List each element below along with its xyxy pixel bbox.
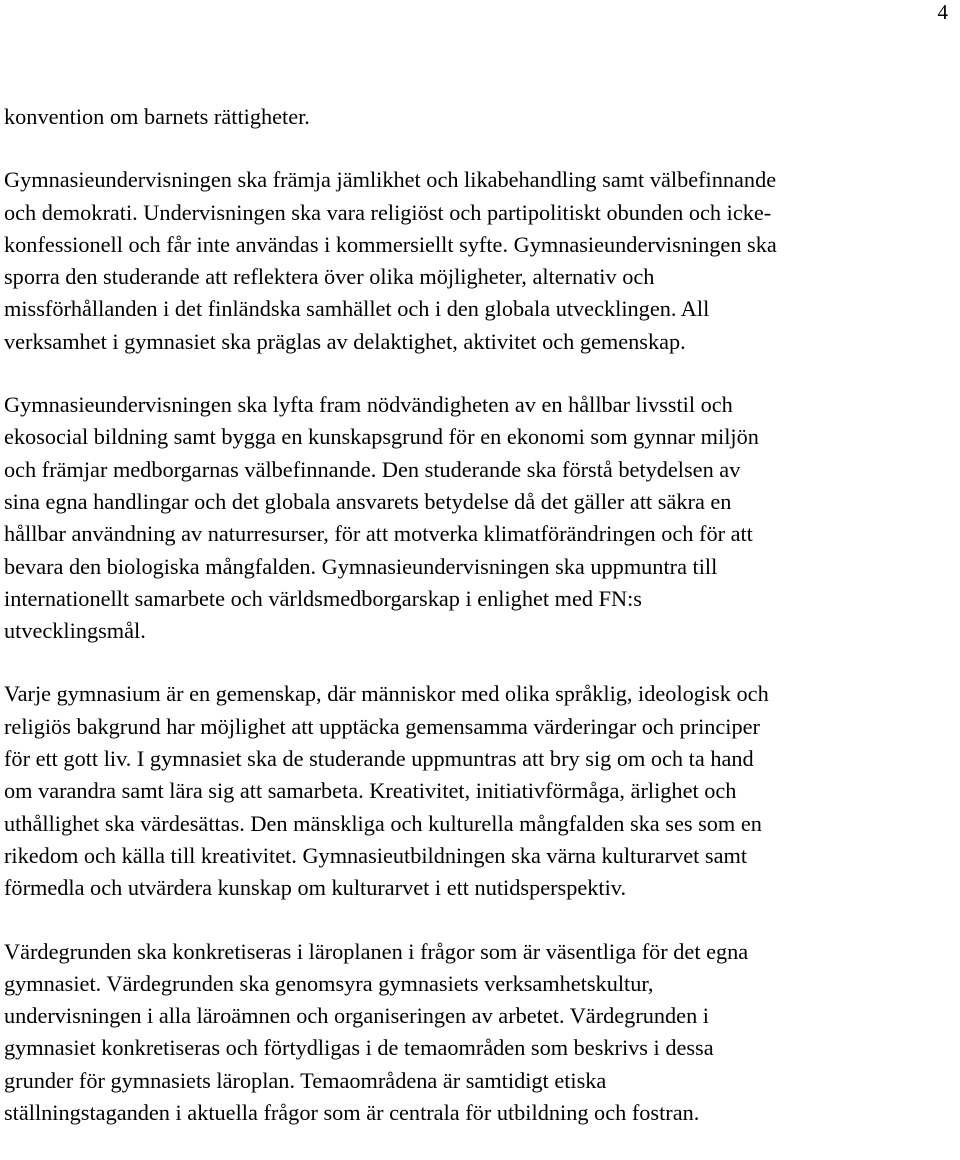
text-line: ekosocial bildning samt bygga en kunskapsgrund för en ekonomi som gynnar miljön: [4, 424, 759, 450]
text-line: bevara den biologiska mångfalden. Gymnasieundervisningen ska uppmuntra till: [4, 553, 718, 579]
text-line: hållbar användning av naturresurser, för att motverka klimatförändringen och för att: [4, 521, 753, 547]
text-line: uthållighet ska värdesättas. Den mänskliga och kulturella mångfalden ska ses som en: [4, 810, 762, 836]
text-line: konfessionell och får inte användas i kommersiellt syfte. Gymnasieundervisningen ska: [4, 231, 777, 257]
text-line: undervisningen i alla läroämnen och organiseringen av arbetet. Värdegrunden i: [4, 1003, 709, 1029]
text-line: utvecklingsmål.: [4, 618, 146, 644]
text-line: förmedla och utvärdera kunskap om kulturarvet i ett nutidsperspektiv.: [4, 875, 627, 901]
text-line: sporra den studerande att reflektera över olika möjligheter, alternativ och: [4, 264, 655, 290]
text-line: internationellt samarbete och världsmedborgarskap i enlighet med FN:s: [4, 585, 642, 611]
page-number: 4: [937, 0, 948, 24]
text-line: och främjar medborgarnas välbefinnande. Den studerande ska förstå betydelsen av: [4, 456, 741, 482]
text-line: Gymnasieundervisningen ska främja jämlikhet och likabehandling samt välbefinnande: [4, 167, 777, 193]
text-line: Varje gymnasium är en gemenskap, där människor med olika språklig, ideologisk och: [4, 681, 769, 707]
text-line: och demokrati. Undervisningen ska vara religiöst och partipolitiskt obunden och icke-: [4, 199, 772, 225]
text-line: ställningstaganden i aktuella frågor som är centrala för utbildning och fostran.: [4, 1100, 700, 1126]
paragraph-4: [4, 678, 956, 904]
text-line: sina egna handlingar och det globala ansvarets betydelse då det gäller att säkra en: [4, 488, 732, 514]
text-line: Värdegrunden ska konkretiseras i läroplanen i frågor som är väsentliga för det egna: [4, 938, 749, 964]
text-line: grunder för gymnasiets läroplan. Temaområdena är samtidigt etiska: [4, 1067, 607, 1093]
document-body: [4, 101, 956, 1160]
text-line: gymnasiet konkretiseras och förtydligas i de temaområden som beskrivs i dessa: [4, 1035, 714, 1061]
paragraph-5: [4, 936, 956, 1130]
paragraph-2: [4, 164, 956, 358]
text-line: om varandra samt lära sig att samarbeta. Kreativitet, initiativförmåga, ärlighet och: [4, 778, 737, 804]
text-line: Gymnasieundervisningen ska lyfta fram nödvändigheten av en hållbar livsstil och: [4, 392, 733, 418]
paragraph-1: [4, 101, 956, 133]
text-line: gymnasiet. Värdegrunden ska genomsyra gymnasiets verksamhetskultur,: [4, 970, 654, 996]
text-line: rikedom och källa till kreativitet. Gymnasieutbildningen ska värna kulturarvet samt: [4, 842, 748, 868]
paragraph-3: [4, 389, 956, 647]
text-line: missförhållanden i det finländska samhället och i den globala utvecklingen. All: [4, 296, 710, 322]
text-line: för ett gott liv. I gymnasiet ska de studerande uppmuntras att bry sig om och ta hand: [4, 746, 754, 772]
text-line: religiös bakgrund har möjlighet att upptäcka gemensamma värderingar och principer: [4, 713, 760, 739]
text-line: verksamhet i gymnasiet ska präglas av delaktighet, aktivitet och gemenskap.: [4, 328, 686, 354]
text-line: konvention om barnets rättigheter.: [4, 104, 310, 129]
